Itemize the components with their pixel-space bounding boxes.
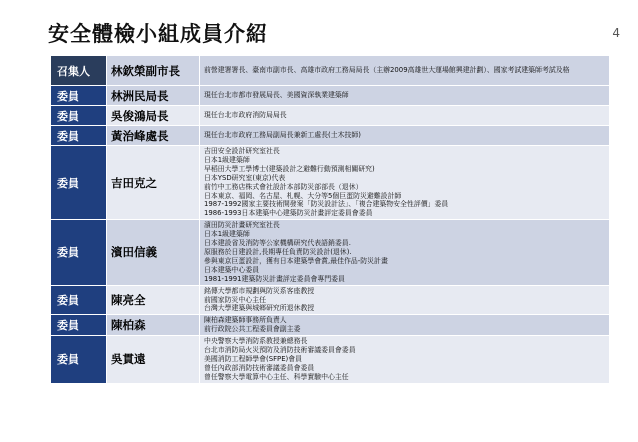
table-row [51, 315, 610, 336]
role-cell: 委員 [51, 336, 107, 384]
role-cell: 委員 [51, 315, 107, 336]
name-cell: 濱田信義 [107, 220, 200, 285]
description-line: 現任台北市政府工務局副局長兼新工處長(土木技師) [204, 131, 361, 140]
description-line: 前行政院公共工程委員會副主委 [204, 325, 301, 334]
description-line: 1981-1991建築防災計畫評定委員會專門委員 [204, 274, 345, 283]
table-row [51, 336, 610, 384]
description-line: 原服務於日建設計,長期專任負責防災設計(退休). [204, 247, 352, 256]
description-line: 中央警察大學消防系教授兼總務長 [204, 337, 308, 346]
name-cell: 吉田克之 [107, 146, 200, 220]
description-line: 陳柏森建築師事務所負責人 [204, 316, 287, 325]
role-cell: 委員 [51, 146, 107, 220]
description-line: 現任台北市都市發展局長、美國資深執業建築師 [204, 91, 349, 100]
description-cell [200, 56, 610, 86]
name-cell: 吳貫遠 [107, 336, 200, 384]
slide-title: 安全體檢小組成員介紹 [48, 22, 268, 46]
description-cell [200, 86, 610, 106]
description-cell [200, 106, 610, 126]
description-line: 參與東京巨蛋設計，獲有日本建築學會賞,最佳作品-防災計畫 [204, 256, 388, 265]
description-line: 曾任內政部消防技術審議委員會委員 [204, 363, 315, 372]
description-line: 美國消防工程師學會(SFPE)會員 [204, 354, 303, 363]
description-line: 銘傳大學都市規劃與防災系客座教授 [204, 286, 315, 295]
description-cell [200, 146, 610, 220]
description-line: 前國家防災中心主任 [204, 295, 267, 304]
table-row [51, 126, 610, 146]
table-row [51, 86, 610, 106]
name-cell: 陳亮全 [107, 285, 200, 315]
description-cell [200, 285, 610, 315]
description-line: 日本建設省及消防等公家機構研究代表語銷委員. [204, 239, 351, 248]
description-line: 曾任警察大學電算中心主任、科學實驗中心主任 [204, 372, 349, 381]
table-row [51, 106, 610, 126]
description-cell [200, 336, 610, 384]
table-row [51, 285, 610, 315]
description-line: 前竹中工務店株式會社設計本部防災部部長（退休） [204, 182, 363, 191]
description-line: 早稻田大學工學博士(建築設計之避難行動預測相關研究) [204, 164, 375, 173]
description-line: 濱田防災計畫研究室社長 [204, 221, 280, 230]
page-number: 4 [612, 26, 620, 40]
name-cell: 陳柏森 [107, 315, 200, 336]
table-row [51, 56, 610, 86]
description-line: 日本1級建築師 [204, 155, 250, 164]
description-line: 日本YSD研究室(東京)代表 [204, 173, 286, 182]
description-line: 日本東京、福岡、名古屋、札幌、大分等5個巨蛋防災避難設計師 [204, 191, 402, 200]
role-cell: 委員 [51, 220, 107, 285]
description-line: 日本建築中心委員 [204, 265, 260, 274]
description-line: 日本1級建築師 [204, 230, 250, 239]
role-cell: 委員 [51, 86, 107, 106]
description-line: 前營建署署長、臺南市副市長、高雄市政府工務局局長（主辦2009高雄世大運場館興建計劃）、國家考試建築師考試及格 [204, 66, 570, 75]
description-cell [200, 126, 610, 146]
description-line: 台北市消防局火災預防及消防技術審議委員會委員 [204, 346, 356, 355]
name-cell: 林欽榮副市長 [107, 56, 200, 86]
description-line: 現任台北市政府消防局局長 [204, 111, 287, 120]
role-cell: 委員 [51, 126, 107, 146]
table-row [51, 220, 610, 285]
role-cell: 委員 [51, 106, 107, 126]
description-cell [200, 220, 610, 285]
role-cell: 召集人 [51, 56, 107, 86]
description-line: 1986-1993日本建築中心建築防災計畫評定委員會委員 [204, 209, 373, 218]
description-cell [200, 315, 610, 336]
table-row [51, 146, 610, 220]
name-cell: 黃治峰處長 [107, 126, 200, 146]
name-cell: 吳俊鴻局長 [107, 106, 200, 126]
description-line: 1987-1992國家主要技術開發案「防災設計法」、「複合建築物安全性評價」委員 [204, 200, 449, 209]
description-line: 台灣大學建築與城鄉研究所退休教授 [204, 304, 315, 313]
role-cell: 委員 [51, 285, 107, 315]
description-line: 吉田安全設計研究室社長 [204, 147, 280, 155]
member-table [50, 55, 610, 384]
name-cell: 林洲民局長 [107, 86, 200, 106]
